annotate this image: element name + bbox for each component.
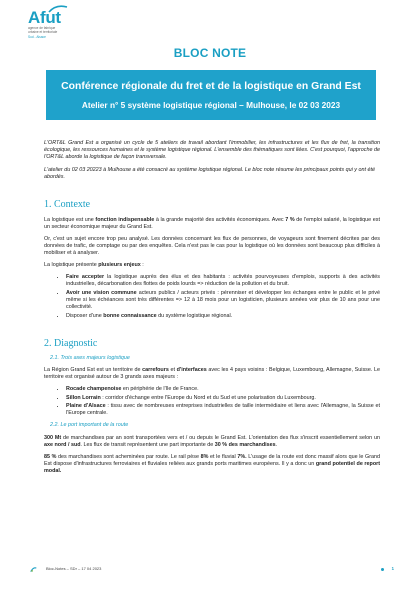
- title-banner: [46, 70, 376, 120]
- logo-line-1: agence de fabrique: [28, 26, 56, 30]
- banner-title: Conférence régionale du fret et de la logistique en Grand Est: [61, 81, 361, 92]
- footer-logo-icon: [30, 566, 37, 573]
- subheading-road: 2.2. Le port important de la route: [50, 422, 129, 429]
- intro-paragraph-1: L'ORT&L Grand Est a organisé un cycle de 5 ateliers de travail abordant l'immobilier, les infrastructures et les flux de fret, la transition écologique, les ressources humaines et le système logistique régional. L'ensemble des thématiques sont liées. C'est pourquoi, l'approche de l'ORT&L aborde la logistique de façon transversale.: [44, 140, 380, 161]
- footer-dot-icon: [381, 568, 384, 571]
- afut-logo: [28, 9, 84, 39]
- page-footer: [0, 562, 420, 582]
- section-diagnostic: [44, 337, 381, 475]
- section-heading-context: 1. Contexte: [44, 199, 91, 211]
- list-item: • Plaine d'Alsace : tissu avec de nombreuses entreprises industrielles de taille intermédiaire et liens avec l'Allemagne, la Suisse et l'Europe centrale.: [66, 403, 380, 417]
- section-context: [44, 201, 380, 319]
- intro-paragraph-2: L'atelier du 02 03 20223 à Mulhouse a été consacré au système logistique régional. Le bloc note résume les principaux points qui y ont été abordés.: [44, 167, 375, 181]
- context-paragraph-1: La logistique est une fonction indispensable à la grande majorité des activités économiques. Avec 7 % de l'emploi salarié, la logistique est un secteur économique majeur du Grand Est.: [44, 216, 380, 230]
- list-item: • Faire accepter la logistique auprès des élus et des habitants : activités pourvoyeuses d'emplois, supports à des activités industrielles, décarbonation des flottes de poids lourds => réduction de la pollution et du bruit.: [66, 274, 380, 288]
- list-item: • Rocade champenoise en périphérie de l'Ile de France.: [66, 386, 380, 393]
- logo-swoosh-icon: [48, 4, 68, 14]
- diagnostic-paragraph-2: 300 Mt de marchandises par an sont transportées vers et / ou depuis le Grand Est. L'orientation des flux s'inscrit essentiellement selon un axe nord / sud. Les flux de transit représentent une part importante de 30 % des marchandises.: [44, 434, 381, 448]
- subheading-axes: 2.1. Trois axes majeurs logistique: [50, 354, 130, 361]
- context-paragraph-3: La logistique présente plusieurs enjeux :: [44, 262, 144, 269]
- logo-line-2: urbaine et territoriale: [28, 30, 58, 34]
- list-item: • Avoir une vision commune acteurs publics / acteurs privés : pérenniser et développer les échanges entre le public et le privé même si les échéances sont très différentes => 12 à 18 mois pour un logisticien, plusieurs années voir plus de 10 ans pour une collectivité.: [66, 290, 380, 311]
- context-paragraph-2: Or, c'est un sujet encore trop peu analysé. Les données concernant les flux de personnes, de voyageurs sont finement décrites par des données de trafic, de comptage ou par des enquêtes. Cela n'est pas le cas pour la logistique où les données sont beaucoup plus difficiles à mobiliser et à analyser.: [44, 235, 380, 256]
- diagnostic-paragraph-1: La Région Grand Est est un territoire de carrefours et d'interfaces avec les 4 pays voisins : Belgique, Luxembourg, Allemagne, Suisse. Le territoire est organisé autour de 3 grands axes majeurs :: [44, 366, 380, 380]
- diagnostic-paragraph-3: 85 % des marchandises sont acheminées par route. Le rail pèse 8% et le fluvial 7%. L'usage de la route est donc massif alors que le Grand Est dispose d'infrastructures ferroviaires et fluviales reliées aux grands ports maritimes européens. Il y a donc un grand potentiel de report modal.: [44, 453, 380, 474]
- context-bullets: [44, 274, 380, 320]
- axes-bullets: [44, 386, 380, 417]
- logo-accent: Sud - Alsace: [28, 35, 46, 39]
- doc-title: BLOC NOTE: [173, 46, 247, 60]
- section-heading-diagnostic: 2. Diagnostic: [44, 337, 98, 349]
- banner-subtitle: Atelier n° 5 système logistique régional – Mulhouse, le 02 03 2023: [81, 100, 341, 110]
- document-body: [44, 140, 380, 480]
- page-number: 1: [391, 566, 394, 571]
- logo-wordmark: Afut: [28, 9, 84, 26]
- list-item: • Disposer d'une bonne connaissance du système logistique régional.: [66, 313, 380, 320]
- list-item: • Sillon Lorrain : corridor d'échange entre l'Europe du Nord et du Sud et une polarisation du Luxembourg.: [66, 395, 380, 402]
- intro: [44, 140, 380, 181]
- footer-text: Bloc-Notes – SDr – 17 04 2023: [46, 566, 102, 571]
